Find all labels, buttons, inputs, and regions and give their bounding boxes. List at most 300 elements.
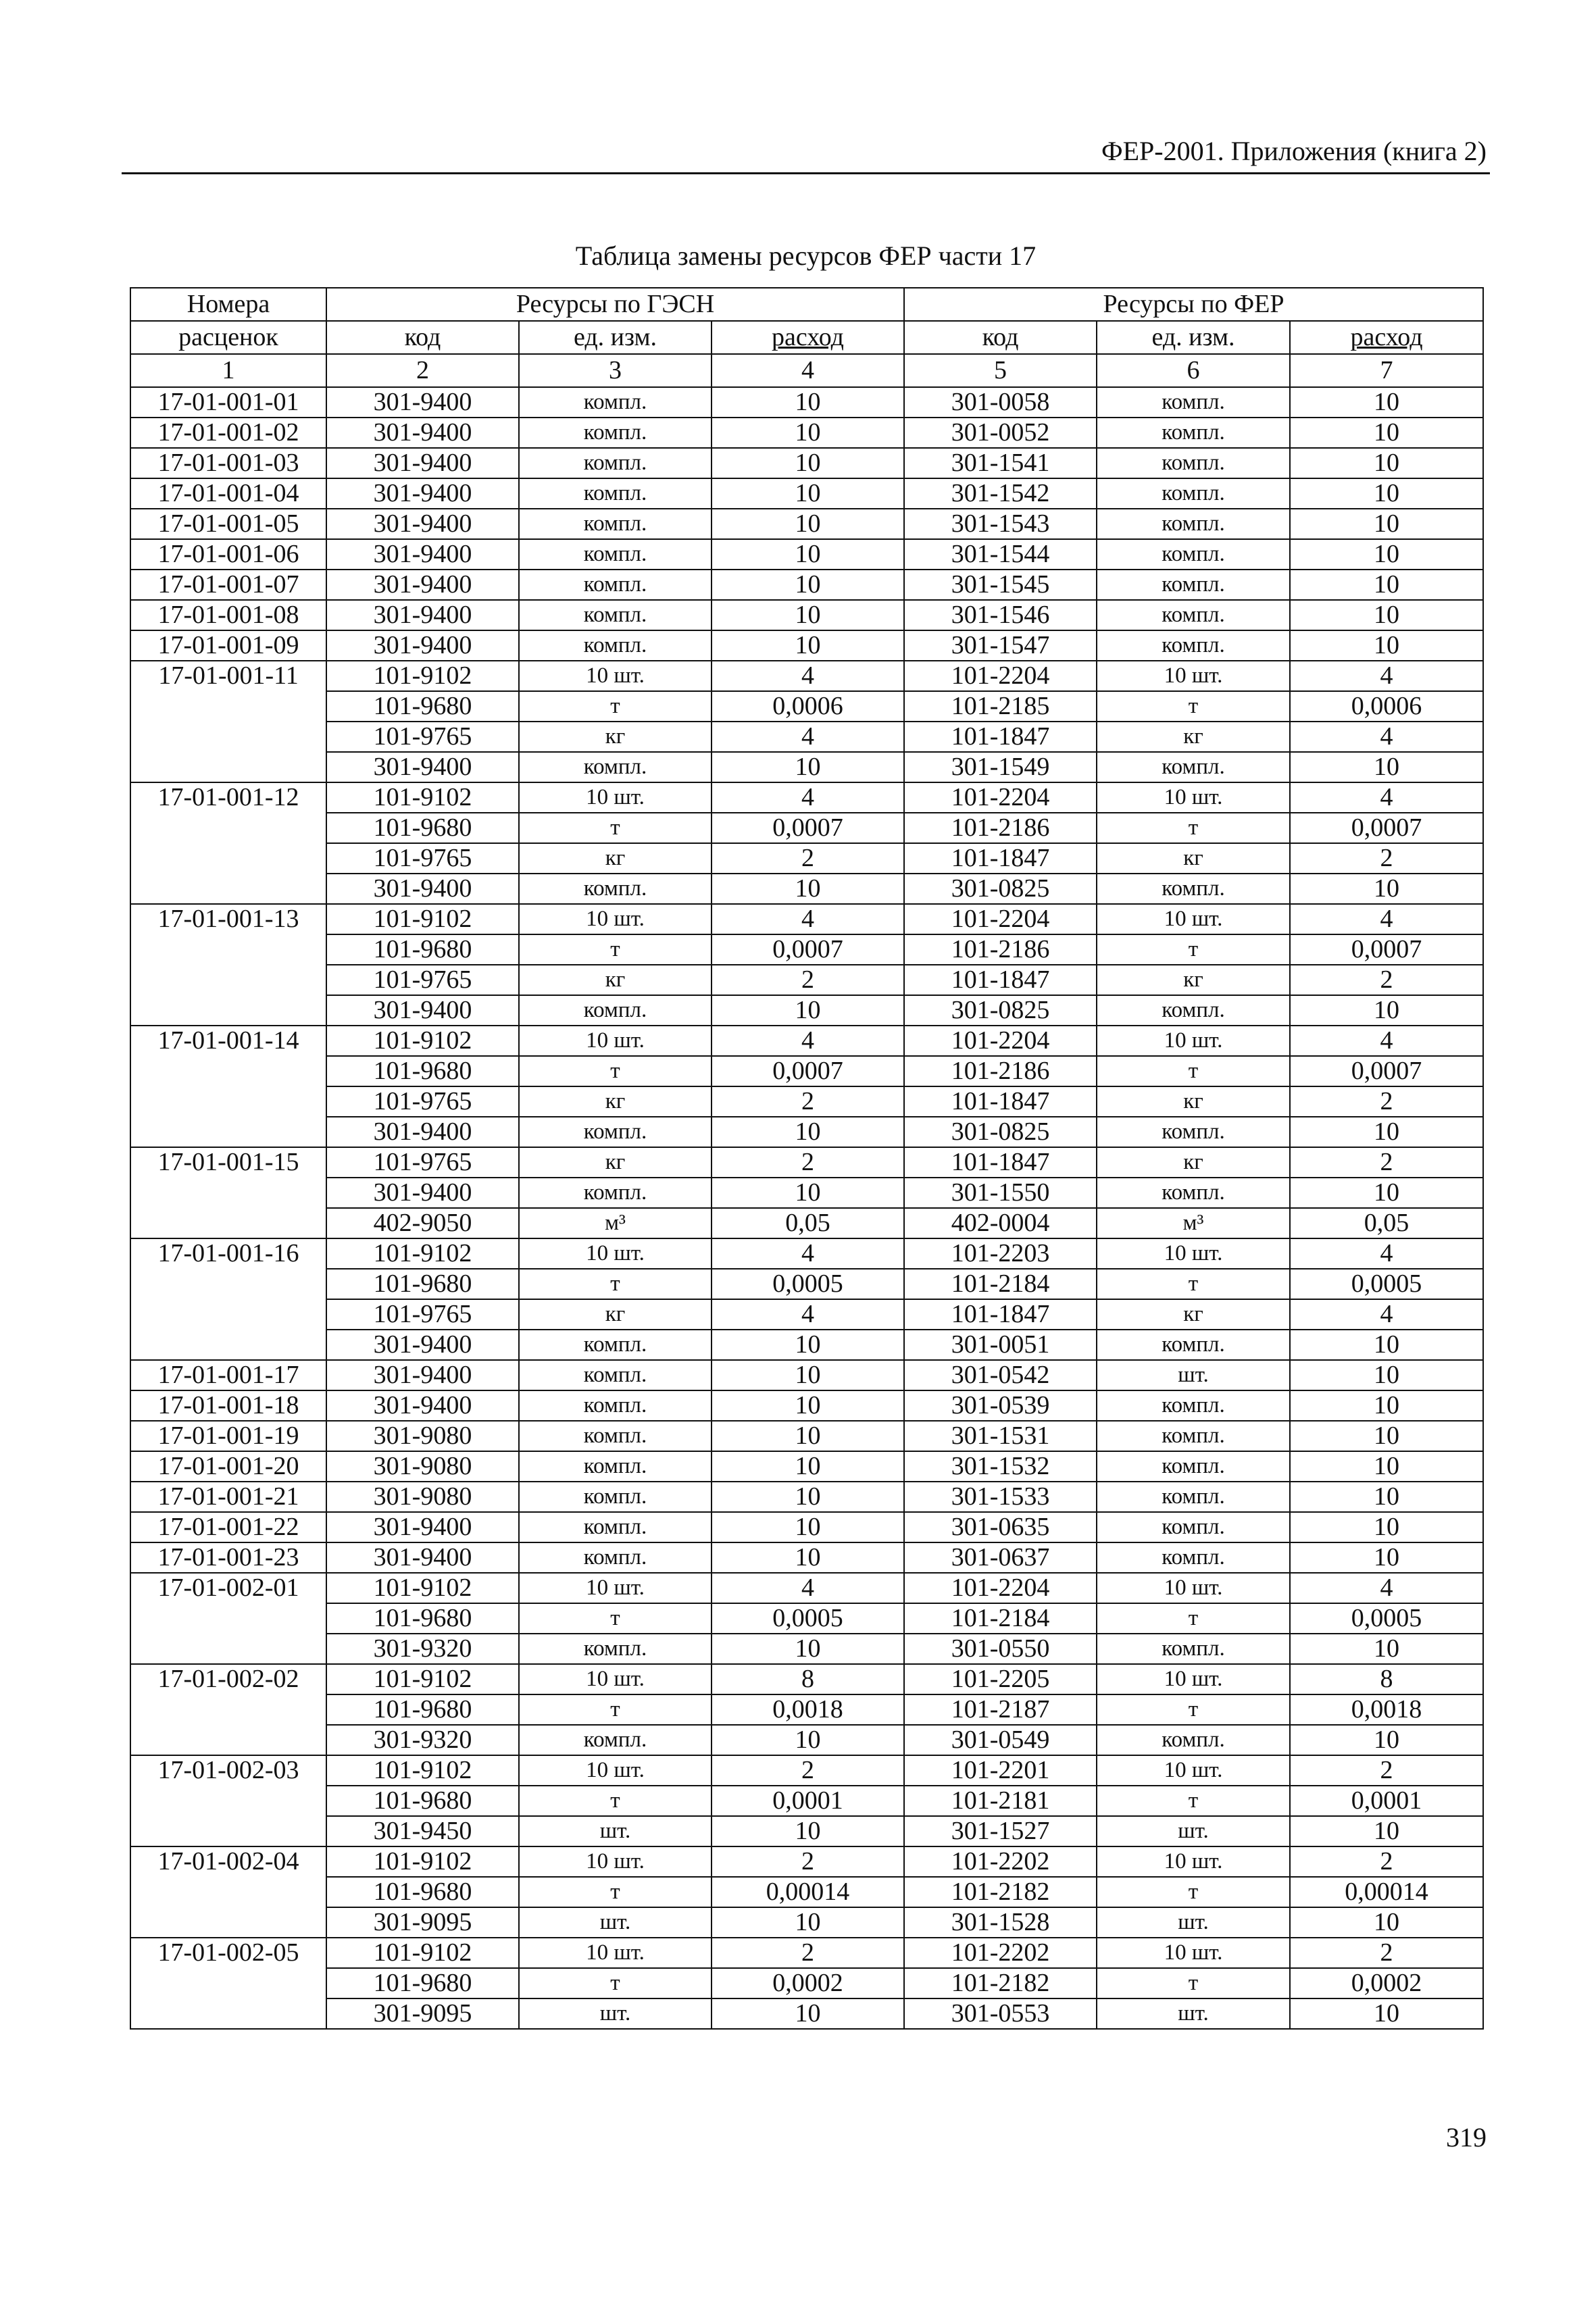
gesn-code-cell: 301-9080	[326, 1421, 519, 1451]
gesn-unit-cell: шт.	[519, 1816, 712, 1846]
gesn-unit-cell: т	[519, 1877, 712, 1907]
fer-code-cell: 301-0550	[904, 1634, 1097, 1664]
fer-code-cell: 301-1547	[904, 630, 1097, 661]
gesn-unit-cell: кг	[519, 722, 712, 752]
fer-code-cell: 301-1545	[904, 570, 1097, 600]
fer-code-cell: 301-0635	[904, 1512, 1097, 1542]
fer-consumption-cell: 10	[1290, 1117, 1483, 1147]
gesn-code-cell: 301-9320	[326, 1634, 519, 1664]
fer-consumption-cell: 4	[1290, 1238, 1483, 1269]
gesn-code-cell: 101-9102	[326, 1938, 519, 1968]
fer-consumption-cell: 4	[1290, 782, 1483, 813]
fer-unit-cell: компл.	[1097, 1512, 1290, 1542]
fer-consumption-cell: 0,0018	[1290, 1694, 1483, 1725]
fer-code-cell: 101-2181	[904, 1786, 1097, 1816]
gesn-consumption-cell: 10	[712, 448, 904, 478]
rate-number-cell: 17-01-001-19	[130, 1421, 326, 1451]
fer-code-cell: 101-2204	[904, 904, 1097, 934]
gesn-unit-cell: компл.	[519, 1725, 712, 1755]
table-row	[130, 630, 1483, 661]
gesn-unit-cell: т	[519, 1968, 712, 1998]
fer-code-cell: 101-2186	[904, 813, 1097, 843]
fer-code-cell: 301-0539	[904, 1390, 1097, 1421]
table-body	[130, 387, 1483, 2029]
gesn-consumption-cell: 10	[712, 630, 904, 661]
gesn-unit-cell: кг	[519, 1147, 712, 1178]
table-row	[130, 661, 1483, 691]
gesn-unit-cell: компл.	[519, 1542, 712, 1573]
gesn-unit-cell: кг	[519, 1299, 712, 1330]
fer-unit-cell: 10 шт.	[1097, 1238, 1290, 1269]
gesn-unit-cell: компл.	[519, 1178, 712, 1208]
gesn-consumption-cell: 4	[712, 1026, 904, 1056]
gesn-code-cell: 101-9680	[326, 1603, 519, 1634]
fer-consumption-cell: 4	[1290, 661, 1483, 691]
fer-unit-cell: 10 шт.	[1097, 1573, 1290, 1603]
gesn-code-cell: 301-9400	[326, 570, 519, 600]
gesn-code-cell: 301-9400	[326, 539, 519, 570]
header-rule	[122, 172, 1490, 174]
table-row	[130, 539, 1483, 570]
column-number: 4	[712, 354, 904, 387]
rate-number-cell: 17-01-001-03	[130, 448, 326, 478]
table-row	[130, 1026, 1483, 1056]
fer-unit-cell: т	[1097, 1786, 1290, 1816]
rate-number-cell: 17-01-001-21	[130, 1482, 326, 1512]
fer-consumption-cell: 10	[1290, 1360, 1483, 1390]
fer-consumption-cell: 2	[1290, 1846, 1483, 1877]
gesn-unit-cell: компл.	[519, 387, 712, 418]
fer-consumption-cell: 10	[1290, 539, 1483, 570]
table-row	[130, 1208, 1483, 1238]
fer-consumption-cell: 0,0005	[1290, 1269, 1483, 1299]
gesn-code-cell: 301-9400	[326, 600, 519, 630]
gesn-code-cell: 301-9095	[326, 1907, 519, 1938]
fer-code-cell: 301-0553	[904, 1998, 1097, 2029]
table-row	[130, 600, 1483, 630]
gesn-consumption-cell: 0,0001	[712, 1786, 904, 1816]
fer-consumption-cell: 0,0007	[1290, 934, 1483, 965]
header-fer-consumption: расход	[1290, 321, 1483, 354]
gesn-code-cell: 101-9680	[326, 813, 519, 843]
gesn-consumption-cell: 0,0005	[712, 1269, 904, 1299]
page-number: 319	[1446, 2122, 1487, 2153]
gesn-code-cell: 101-9680	[326, 934, 519, 965]
rate-number-cell: 17-01-001-05	[130, 509, 326, 539]
fer-consumption-cell: 10	[1290, 600, 1483, 630]
table-row	[130, 1998, 1483, 2029]
gesn-unit-cell: компл.	[519, 874, 712, 904]
gesn-consumption-cell: 4	[712, 1238, 904, 1269]
rate-number-cell: 17-01-001-02	[130, 418, 326, 448]
gesn-consumption-cell: 2	[712, 1846, 904, 1877]
fer-code-cell: 301-0058	[904, 387, 1097, 418]
gesn-consumption-cell: 10	[712, 752, 904, 782]
gesn-consumption-cell: 0,00014	[712, 1877, 904, 1907]
fer-unit-cell: шт.	[1097, 1816, 1290, 1846]
gesn-unit-cell: 10 шт.	[519, 904, 712, 934]
fer-unit-cell: компл.	[1097, 1390, 1290, 1421]
fer-unit-cell: компл.	[1097, 1330, 1290, 1360]
fer-code-cell: 101-2187	[904, 1694, 1097, 1725]
fer-unit-cell: компл.	[1097, 1451, 1290, 1482]
rate-number-cell: 17-01-002-02	[130, 1664, 326, 1755]
fer-unit-cell: компл.	[1097, 387, 1290, 418]
gesn-unit-cell: компл.	[519, 509, 712, 539]
fer-code-cell: 101-2203	[904, 1238, 1097, 1269]
fer-code-cell: 301-0052	[904, 418, 1097, 448]
rate-number-cell: 17-01-001-12	[130, 782, 326, 904]
fer-consumption-cell: 10	[1290, 1907, 1483, 1938]
fer-unit-cell: компл.	[1097, 570, 1290, 600]
fer-unit-cell: 10 шт.	[1097, 1938, 1290, 1968]
rate-number-cell: 17-01-002-05	[130, 1938, 326, 2029]
gesn-unit-cell: компл.	[519, 995, 712, 1026]
column-number: 2	[326, 354, 519, 387]
fer-unit-cell: компл.	[1097, 1634, 1290, 1664]
table-row	[130, 1360, 1483, 1390]
fer-code-cell: 301-1532	[904, 1451, 1097, 1482]
gesn-code-cell: 301-9450	[326, 1816, 519, 1846]
gesn-unit-cell: 10 шт.	[519, 1026, 712, 1056]
fer-code-cell: 101-2182	[904, 1968, 1097, 1998]
header-rate-numbers-line2: расценок	[130, 321, 326, 354]
table-row	[130, 387, 1483, 418]
fer-code-cell: 101-2186	[904, 1056, 1097, 1086]
gesn-code-cell: 301-9400	[326, 1117, 519, 1147]
fer-consumption-cell: 2	[1290, 1938, 1483, 1968]
rate-number-cell: 17-01-001-08	[130, 600, 326, 630]
fer-code-cell: 101-1847	[904, 965, 1097, 995]
gesn-consumption-cell: 10	[712, 478, 904, 509]
gesn-consumption-cell: 0,0018	[712, 1694, 904, 1725]
fer-unit-cell: 10 шт.	[1097, 782, 1290, 813]
gesn-code-cell: 101-9765	[326, 722, 519, 752]
fer-unit-cell: компл.	[1097, 1421, 1290, 1451]
fer-code-cell: 101-1847	[904, 1147, 1097, 1178]
fer-code-cell: 301-1550	[904, 1178, 1097, 1208]
fer-unit-cell: компл.	[1097, 1725, 1290, 1755]
gesn-code-cell: 301-9400	[326, 1330, 519, 1360]
fer-unit-cell: кг	[1097, 722, 1290, 752]
fer-consumption-cell: 0,00014	[1290, 1877, 1483, 1907]
fer-unit-cell: компл.	[1097, 752, 1290, 782]
fer-consumption-cell: 0,0006	[1290, 691, 1483, 722]
table-row	[130, 1117, 1483, 1147]
table-row	[130, 570, 1483, 600]
fer-code-cell: 301-1527	[904, 1816, 1097, 1846]
gesn-code-cell: 301-9400	[326, 1512, 519, 1542]
fer-consumption-cell: 10	[1290, 1542, 1483, 1573]
table-row	[130, 1178, 1483, 1208]
fer-consumption-cell: 10	[1290, 1482, 1483, 1512]
fer-consumption-cell: 10	[1290, 387, 1483, 418]
gesn-consumption-cell: 10	[712, 1482, 904, 1512]
fer-code-cell: 101-2204	[904, 1026, 1097, 1056]
gesn-consumption-cell: 8	[712, 1664, 904, 1694]
gesn-unit-cell: 10 шт.	[519, 1938, 712, 1968]
gesn-consumption-cell: 10	[712, 418, 904, 448]
rate-number-cell: 17-01-001-22	[130, 1512, 326, 1542]
rate-number-cell: 17-01-001-20	[130, 1451, 326, 1482]
rate-number-cell: 17-01-001-04	[130, 478, 326, 509]
fer-unit-cell: м³	[1097, 1208, 1290, 1238]
gesn-code-cell: 402-9050	[326, 1208, 519, 1238]
gesn-code-cell: 301-9080	[326, 1451, 519, 1482]
table-row	[130, 904, 1483, 934]
gesn-consumption-cell: 10	[712, 1451, 904, 1482]
gesn-consumption-cell: 10	[712, 600, 904, 630]
gesn-consumption-cell: 0,0006	[712, 691, 904, 722]
fer-consumption-cell: 10	[1290, 1330, 1483, 1360]
fer-unit-cell: т	[1097, 691, 1290, 722]
gesn-unit-cell: шт.	[519, 1907, 712, 1938]
gesn-code-cell: 101-9680	[326, 1877, 519, 1907]
header-fer-group: Ресурсы по ФЕР	[904, 288, 1483, 321]
fer-code-cell: 101-1847	[904, 1086, 1097, 1117]
rate-number-cell: 17-01-001-16	[130, 1238, 326, 1360]
table-row	[130, 1725, 1483, 1755]
fer-consumption-cell: 4	[1290, 1573, 1483, 1603]
header-rate-numbers: Номера	[130, 288, 326, 321]
fer-consumption-cell: 10	[1290, 1390, 1483, 1421]
fer-consumption-cell: 10	[1290, 995, 1483, 1026]
fer-consumption-cell: 10	[1290, 570, 1483, 600]
gesn-unit-cell: компл.	[519, 1390, 712, 1421]
fer-unit-cell: 10 шт.	[1097, 1755, 1290, 1786]
gesn-code-cell: 101-9765	[326, 965, 519, 995]
fer-unit-cell: т	[1097, 1968, 1290, 1998]
table-row	[130, 1421, 1483, 1451]
gesn-unit-cell: компл.	[519, 1482, 712, 1512]
gesn-consumption-cell: 0,05	[712, 1208, 904, 1238]
fer-consumption-cell: 10	[1290, 1998, 1483, 2029]
gesn-unit-cell: кг	[519, 843, 712, 874]
fer-consumption-cell: 0,0001	[1290, 1786, 1483, 1816]
table-row	[130, 1877, 1483, 1907]
gesn-unit-cell: компл.	[519, 478, 712, 509]
table-row	[130, 1694, 1483, 1725]
column-number: 7	[1290, 354, 1483, 387]
gesn-consumption-cell: 10	[712, 1390, 904, 1421]
gesn-consumption-cell: 10	[712, 1725, 904, 1755]
table-row	[130, 1938, 1483, 1968]
gesn-unit-cell: 10 шт.	[519, 1755, 712, 1786]
gesn-code-cell: 101-9102	[326, 661, 519, 691]
table-title: Таблица замены ресурсов ФЕР части 17	[575, 241, 1037, 271]
rate-number-cell: 17-01-001-07	[130, 570, 326, 600]
table-row	[130, 1968, 1483, 1998]
gesn-unit-cell: компл.	[519, 539, 712, 570]
rate-number-cell: 17-01-001-01	[130, 387, 326, 418]
table-row	[130, 1451, 1483, 1482]
gesn-consumption-cell: 4	[712, 782, 904, 813]
gesn-consumption-cell: 10	[712, 1178, 904, 1208]
gesn-unit-cell: т	[519, 691, 712, 722]
table-header	[130, 288, 1483, 387]
rate-number-cell: 17-01-002-03	[130, 1755, 326, 1846]
fer-consumption-cell: 10	[1290, 1512, 1483, 1542]
fer-unit-cell: 10 шт.	[1097, 904, 1290, 934]
fer-unit-cell: компл.	[1097, 1117, 1290, 1147]
fer-unit-cell: 10 шт.	[1097, 1664, 1290, 1694]
gesn-consumption-cell: 10	[712, 1816, 904, 1846]
gesn-unit-cell: компл.	[519, 418, 712, 448]
rate-number-cell: 17-01-001-17	[130, 1360, 326, 1390]
gesn-consumption-cell: 4	[712, 904, 904, 934]
fer-code-cell: 101-2202	[904, 1938, 1097, 1968]
gesn-consumption-cell: 10	[712, 509, 904, 539]
table-row	[130, 813, 1483, 843]
fer-unit-cell: компл.	[1097, 478, 1290, 509]
fer-unit-cell: кг	[1097, 1147, 1290, 1178]
gesn-consumption-cell: 2	[712, 965, 904, 995]
rate-number-cell: 17-01-002-01	[130, 1573, 326, 1664]
fer-unit-cell: шт.	[1097, 1907, 1290, 1938]
table-row	[130, 448, 1483, 478]
gesn-unit-cell: кг	[519, 1086, 712, 1117]
fer-unit-cell: т	[1097, 813, 1290, 843]
gesn-code-cell: 101-9102	[326, 1573, 519, 1603]
fer-unit-cell: компл.	[1097, 1178, 1290, 1208]
fer-consumption-cell: 10	[1290, 630, 1483, 661]
gesn-code-cell: 301-9400	[326, 752, 519, 782]
gesn-consumption-cell: 4	[712, 1573, 904, 1603]
fer-consumption-cell: 0,0007	[1290, 1056, 1483, 1086]
fer-code-cell: 301-0825	[904, 874, 1097, 904]
table-row	[130, 1664, 1483, 1694]
gesn-consumption-cell: 10	[712, 1512, 904, 1542]
table-row	[130, 995, 1483, 1026]
fer-consumption-cell: 10	[1290, 1634, 1483, 1664]
fer-unit-cell: шт.	[1097, 1360, 1290, 1390]
fer-consumption-cell: 0,05	[1290, 1208, 1483, 1238]
fer-unit-cell: т	[1097, 1603, 1290, 1634]
gesn-consumption-cell: 10	[712, 539, 904, 570]
table-row	[130, 1086, 1483, 1117]
gesn-consumption-cell: 4	[712, 661, 904, 691]
fer-code-cell: 101-2204	[904, 782, 1097, 813]
gesn-consumption-cell: 4	[712, 722, 904, 752]
fer-unit-cell: компл.	[1097, 1482, 1290, 1512]
rate-number-cell: 17-01-001-06	[130, 539, 326, 570]
gesn-consumption-cell: 10	[712, 1998, 904, 2029]
running-head: ФЕР-2001. Приложения (книга 2)	[1101, 136, 1487, 166]
gesn-unit-cell: 10 шт.	[519, 661, 712, 691]
fer-consumption-cell: 4	[1290, 1299, 1483, 1330]
fer-code-cell: 301-1543	[904, 509, 1097, 539]
gesn-unit-cell: т	[519, 813, 712, 843]
gesn-consumption-cell: 0,0005	[712, 1603, 904, 1634]
fer-code-cell: 301-0825	[904, 995, 1097, 1026]
gesn-consumption-cell: 2	[712, 1086, 904, 1117]
fer-consumption-cell: 0,0007	[1290, 813, 1483, 843]
fer-consumption-cell: 10	[1290, 478, 1483, 509]
table-row	[130, 1542, 1483, 1573]
gesn-code-cell: 101-9680	[326, 1786, 519, 1816]
table-row	[130, 1755, 1483, 1786]
fer-unit-cell: компл.	[1097, 600, 1290, 630]
gesn-code-cell: 301-9080	[326, 1482, 519, 1512]
fer-consumption-cell: 4	[1290, 1026, 1483, 1056]
rate-number-cell: 17-01-001-14	[130, 1026, 326, 1147]
gesn-unit-cell: компл.	[519, 1421, 712, 1451]
fer-code-cell: 301-0051	[904, 1330, 1097, 1360]
table-row	[130, 722, 1483, 752]
table-row	[130, 1816, 1483, 1846]
gesn-unit-cell: компл.	[519, 1360, 712, 1390]
gesn-code-cell: 101-9765	[326, 1299, 519, 1330]
fer-code-cell: 101-2205	[904, 1664, 1097, 1694]
rate-number-cell: 17-01-001-15	[130, 1147, 326, 1238]
fer-consumption-cell: 4	[1290, 722, 1483, 752]
gesn-unit-cell: компл.	[519, 1512, 712, 1542]
gesn-code-cell: 101-9680	[326, 1269, 519, 1299]
fer-consumption-cell: 0,0005	[1290, 1603, 1483, 1634]
rate-number-cell: 17-01-002-04	[130, 1846, 326, 1938]
gesn-code-cell: 301-9320	[326, 1725, 519, 1755]
header-gesn-code: код	[326, 321, 519, 354]
table-row	[130, 874, 1483, 904]
gesn-consumption-cell: 10	[712, 874, 904, 904]
gesn-code-cell: 101-9102	[326, 1664, 519, 1694]
fer-code-cell: 301-1528	[904, 1907, 1097, 1938]
table-row	[130, 1330, 1483, 1360]
fer-code-cell: 301-0825	[904, 1117, 1097, 1147]
gesn-code-cell: 301-9400	[326, 1542, 519, 1573]
gesn-code-cell: 101-9680	[326, 1694, 519, 1725]
table-row	[130, 1573, 1483, 1603]
fer-consumption-cell: 2	[1290, 1086, 1483, 1117]
fer-code-cell: 301-0549	[904, 1725, 1097, 1755]
fer-code-cell: 101-2204	[904, 661, 1097, 691]
table-row	[130, 1603, 1483, 1634]
header-fer-unit: ед. изм.	[1097, 321, 1290, 354]
column-number: 1	[130, 354, 326, 387]
gesn-consumption-cell: 10	[712, 995, 904, 1026]
gesn-code-cell: 301-9095	[326, 1998, 519, 2029]
gesn-consumption-cell: 0,0007	[712, 813, 904, 843]
fer-unit-cell: т	[1097, 1269, 1290, 1299]
gesn-unit-cell: компл.	[519, 600, 712, 630]
gesn-code-cell: 101-9765	[326, 1086, 519, 1117]
column-number: 6	[1097, 354, 1290, 387]
fer-unit-cell: кг	[1097, 1086, 1290, 1117]
fer-unit-cell: компл.	[1097, 509, 1290, 539]
gesn-unit-cell: т	[519, 1694, 712, 1725]
gesn-code-cell: 101-9765	[326, 1147, 519, 1178]
fer-code-cell: 101-2202	[904, 1846, 1097, 1877]
fer-unit-cell: 10 шт.	[1097, 1846, 1290, 1877]
table-row	[130, 1390, 1483, 1421]
table-row	[130, 843, 1483, 874]
table-row	[130, 1238, 1483, 1269]
header-gesn-group: Ресурсы по ГЭСН	[326, 288, 904, 321]
table-row	[130, 478, 1483, 509]
gesn-code-cell: 101-9680	[326, 1968, 519, 1998]
gesn-consumption-cell: 2	[712, 843, 904, 874]
gesn-unit-cell: 10 шт.	[519, 1238, 712, 1269]
gesn-unit-cell: 10 шт.	[519, 1664, 712, 1694]
table-row	[130, 691, 1483, 722]
fer-consumption-cell: 10	[1290, 448, 1483, 478]
table-row	[130, 1482, 1483, 1512]
gesn-code-cell: 101-9102	[326, 904, 519, 934]
gesn-code-cell: 101-9680	[326, 691, 519, 722]
gesn-consumption-cell: 10	[712, 1330, 904, 1360]
gesn-consumption-cell: 10	[712, 1360, 904, 1390]
gesn-consumption-cell: 2	[712, 1147, 904, 1178]
